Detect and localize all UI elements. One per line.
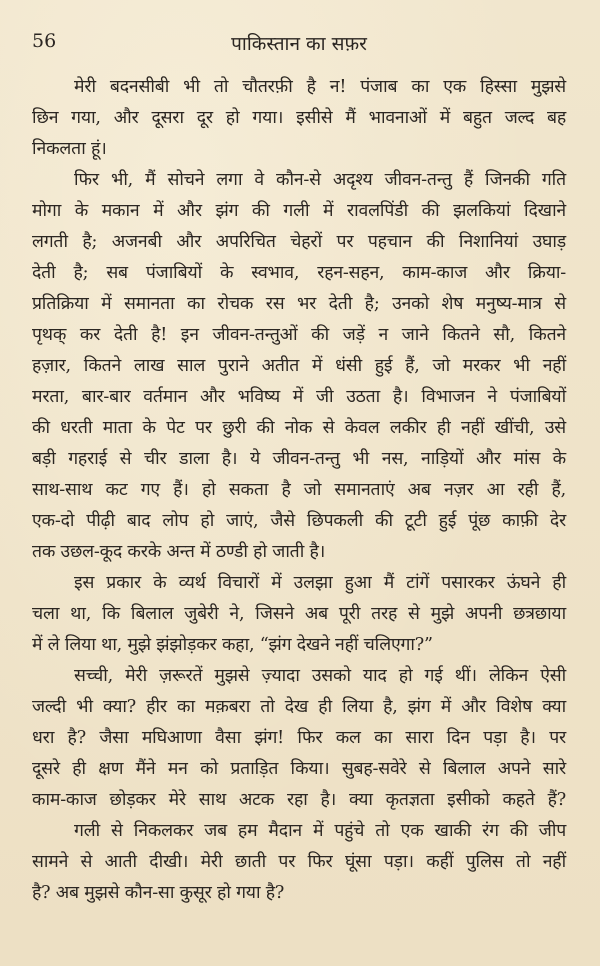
text-line: सामने से आती दीखी। मेरी छाती पर फिर घूंसा पड़ा। कहीं पुलिस तो नहीं: [32, 852, 566, 872]
text-line: गली से निकलकर जब हम मैदान में पहुंचे तो एक खाकी रंग की जीप: [74, 821, 566, 841]
text-line: मोगा के मकान में और झंग की गली में रावलपिंडी की झलकियां दिखाने: [32, 201, 566, 221]
text-line: दूसरे ही क्षण मैंने मन को प्रताड़ित किया। सुबह-सवेरे से बिलाल अपने सारे: [32, 759, 566, 779]
text-line: जल्दी भी क्या? हीर का मक़बरा तो देख ही लिया है, झंग में और विशेष क्या: [32, 697, 566, 717]
text-line: तक उछल-कूद करके अन्त में ठण्डी हो जाती है।: [32, 542, 326, 562]
text-line: पृथक् कर देती है! इन जीवन-तन्तुओं की जड़ें न जाने कितने सौ, कितने: [32, 325, 566, 345]
text-line: मरता, बार-बार वर्तमान और भविष्य में जी उठता है। विभाजन ने पंजाबियों: [32, 387, 566, 407]
page-header: [32, 30, 566, 60]
text-line: इस प्रकार के व्यर्थ विचारों में उलझा हुआ मैं टांगें पसारकर ऊंघने ही: [74, 573, 566, 593]
body-text: [32, 72, 566, 909]
text-line: फिर भी, मैं सोचने लगा वे कौन-से अदृश्य जीवन-तन्तु हैं जिनकी गति: [74, 170, 566, 190]
text-line: में ले लिया था, मुझे झंझोड़कर कहा, “झंग देखने नहीं चलिएगा?”: [32, 635, 433, 655]
text-line: है? अब मुझसे कौन-सा कुसूर हो गया है?: [32, 883, 285, 903]
running-title: पाकिस्तान का सफ़र: [231, 33, 367, 55]
text-line: छिन गया, और दूसरा दूर हो गया। इसीसे मैं भावनाओं में बहुत जल्द बह: [32, 108, 566, 128]
text-line: की धरती माता के पेट पर छुरी की नोक से केवल लकीर ही नहीं खींची, उसे: [32, 418, 566, 438]
text-line: प्रतिक्रिया में समानता का रोचक रस भर देती है; उनको शेष मनुष्य-मात्र से: [32, 294, 566, 314]
text-line: एक-दो पीढ़ी बाद लोप हो जाएं, जैसे छिपकली की टूटी हुई पूंछ काफ़ी देर: [32, 511, 566, 531]
text-line: साथ-साथ कट गए हैं। हो सकता है जो समानताएं अब नज़र आ रही हैं,: [32, 480, 566, 500]
text-line: धरा है? जैसा मघिआणा वैसा झंग! फिर कल का सारा दिन पड़ा है। पर: [32, 728, 566, 748]
text-line: लगती है; अजनबी और अपरिचित चेहरों पर पहचान की निशानियां उघाड़: [32, 232, 566, 252]
text-line: देती है; सब पंजाबियों के स्वभाव, रहन-सहन, काम-काज और क्रिया-: [32, 263, 566, 283]
text-line: चला था, कि बिलाल जुबेरी ने, जिसने अब पूरी तरह से मुझे अपनी छत्रछाया: [32, 604, 566, 624]
text-line: बड़ी गहराई से चीर डाला है। ये जीवन-तन्तु भी नस, नाड़ियों और मांस के: [32, 449, 566, 469]
text-line: काम-काज छोड़कर मेरे साथ अटक रहा है। क्या कृतज्ञता इसीको कहते हैं?: [32, 790, 566, 810]
text-line: निकलता हूं।: [32, 139, 107, 159]
page-number: 56: [32, 30, 57, 52]
text-line: हज़ार, कितने लाख साल पुराने अतीत में धंसी हुई हैं, जो मरकर भी नहीं: [32, 356, 566, 376]
text-line: मेरी बदनसीबी भी तो चौतरफ़ी है न! पंजाब का एक हिस्सा मुझसे: [74, 77, 566, 97]
text-line: सच्ची, मेरी ज़रूरतें मुझसे ज़्यादा उसको याद हो गई थीं। लेकिन ऐसी: [74, 666, 566, 686]
